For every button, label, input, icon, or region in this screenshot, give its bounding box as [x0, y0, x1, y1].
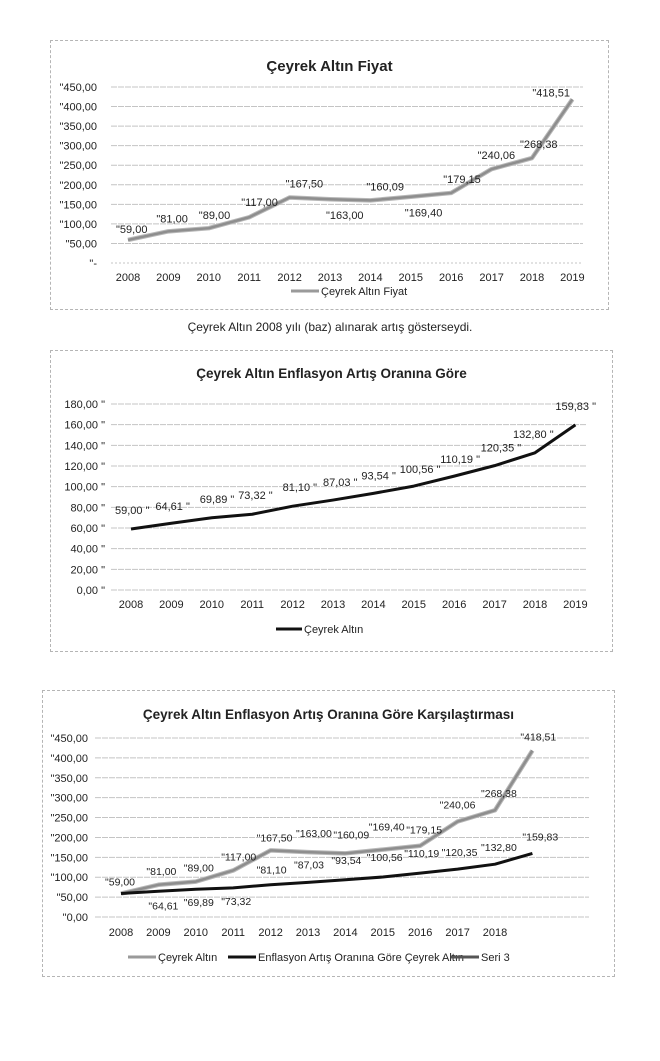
- y-tick-label: "450,00: [59, 82, 97, 94]
- legend-label: Çeyrek Altın Fiyat: [321, 286, 408, 298]
- data-label: "167,50: [285, 178, 324, 191]
- series-line-outer: [121, 751, 532, 894]
- data-label: "100,56: [366, 851, 403, 864]
- data-label: 81,10 ": [282, 482, 318, 495]
- data-label: "73,32: [221, 895, 252, 908]
- x-tick-label: 2011: [240, 599, 265, 611]
- x-tick-label: 2014: [358, 272, 383, 284]
- data-label: "240,06: [477, 150, 516, 163]
- data-label: "160,09: [333, 829, 370, 842]
- y-tick-label: 20,00 ": [70, 564, 105, 577]
- x-tick-label: 2019: [563, 599, 588, 611]
- y-tick-label: "100,00: [50, 872, 88, 885]
- data-label: "169,40: [404, 207, 443, 220]
- y-tick-label: "450,00: [50, 733, 88, 745]
- legend-label: Enflasyon Artış Oranına Göre Çeyrek Altın: [258, 952, 465, 964]
- y-tick-label: 80,00 ": [70, 502, 105, 515]
- data-label: "418,51: [532, 87, 570, 100]
- data-label: 59,00 ": [115, 505, 150, 518]
- y-tick-label: "150,00: [50, 852, 88, 865]
- x-tick-label: 2014: [333, 927, 358, 939]
- data-label: "89,00: [198, 210, 231, 223]
- y-tick-label: "100,00: [59, 218, 97, 231]
- data-label: "159,83: [522, 831, 559, 844]
- x-tick-label: 2018: [482, 927, 508, 939]
- legend-label: Seri 3: [481, 952, 510, 964]
- data-label: "167,50: [256, 832, 293, 845]
- x-tick-label: 2011: [221, 927, 246, 939]
- x-tick-label: 2018: [522, 599, 548, 611]
- x-tick-label: 2010: [196, 272, 222, 284]
- data-label: "81,00: [146, 865, 177, 878]
- chart-title: Çeyrek Altın Enflasyon Artış Oranına Göre Karşılaştırması: [142, 707, 515, 722]
- x-tick-label: 2019: [560, 272, 585, 284]
- data-label: "169,40: [368, 821, 405, 834]
- y-tick-label: "400,00: [59, 101, 97, 114]
- legend-label: Çeyrek Altın: [304, 624, 364, 636]
- series-line: [121, 853, 532, 893]
- y-tick-label: 0,00 ": [76, 585, 105, 597]
- x-tick-label: 2015: [398, 272, 424, 284]
- legend-label: Çeyrek Altın: [158, 952, 218, 964]
- caption-text: Çeyrek Altın 2008 yılı (baz) alınarak artış gösterseydi.: [187, 320, 473, 334]
- data-label: "117,00: [241, 197, 278, 210]
- y-tick-label: 120,00 ": [64, 461, 105, 473]
- y-tick-label: 60,00 ": [70, 523, 105, 535]
- data-label: 73,32 ": [238, 490, 273, 503]
- data-label: "117,00: [221, 851, 257, 864]
- y-tick-label: 40,00 ": [70, 543, 105, 556]
- series-line: [121, 751, 532, 894]
- data-label: 159,83 ": [555, 400, 597, 413]
- data-label: "110,19: [404, 848, 440, 861]
- data-label: "87,03: [294, 859, 325, 872]
- x-tick-label: 2010: [183, 927, 209, 939]
- y-tick-label: "350,00: [59, 121, 97, 134]
- x-tick-label: 2017: [482, 599, 507, 611]
- data-label: 100,56 ": [399, 464, 441, 477]
- data-label: "89,00: [183, 862, 214, 875]
- data-label: 93,54 ": [361, 470, 396, 483]
- chart-karsilastirma: [42, 690, 615, 977]
- x-tick-label: 2014: [361, 599, 386, 611]
- data-label: "163,00: [296, 828, 332, 841]
- data-label: "59,00: [105, 876, 136, 889]
- data-label: "59,00: [116, 223, 148, 236]
- data-label: "64,61: [148, 900, 179, 913]
- x-tick-label: 2008: [118, 599, 144, 611]
- y-tick-label: "50,00: [56, 892, 88, 905]
- y-tick-label: 160,00 ": [64, 419, 105, 432]
- data-label: "132,80: [481, 842, 517, 855]
- y-tick-label: "50,00: [65, 238, 97, 251]
- chart-enflasyon-artis: [50, 350, 613, 652]
- data-label: 120,35 ": [480, 442, 522, 455]
- data-label: "179,15: [443, 173, 481, 186]
- chart-1-svg: [51, 41, 608, 309]
- x-tick-label: 2013: [295, 927, 321, 939]
- x-tick-label: 2012: [277, 272, 302, 284]
- data-label: "268,38: [520, 139, 558, 152]
- x-tick-label: 2017: [479, 272, 504, 284]
- x-tick-label: 2012: [258, 927, 283, 939]
- x-tick-label: 2013: [317, 272, 343, 284]
- x-tick-label: 2015: [401, 599, 427, 611]
- x-tick-label: 2016: [441, 599, 467, 611]
- x-tick-label: 2009: [156, 272, 181, 284]
- chart-2-svg: [51, 351, 612, 651]
- y-tick-label: "0,00: [62, 912, 88, 924]
- chart-title: Çeyrek Altın Fiyat: [266, 58, 393, 75]
- y-tick-label: "300,00: [59, 140, 97, 153]
- x-tick-label: 2008: [108, 927, 134, 939]
- x-tick-label: 2010: [199, 599, 225, 611]
- data-label: "81,10: [256, 864, 287, 877]
- data-label: 87,03 ": [323, 477, 358, 490]
- x-tick-label: 2013: [320, 599, 346, 611]
- data-label: "120,35: [441, 847, 478, 860]
- x-tick-label: 2017: [445, 927, 470, 939]
- y-tick-label: 180,00 ": [64, 399, 105, 411]
- y-tick-label: "250,00: [59, 160, 97, 173]
- y-tick-label: "350,00: [50, 772, 88, 785]
- y-tick-label: 100,00 ": [64, 481, 105, 494]
- data-label: "69,89: [183, 897, 214, 910]
- chart-title: Çeyrek Altın Enflasyon Artış Oranına Göre: [196, 366, 467, 381]
- y-tick-label: "300,00: [50, 792, 88, 805]
- data-label: "240,06: [439, 799, 476, 812]
- y-tick-label: 140,00 ": [64, 440, 105, 453]
- data-label: 110,19 ": [440, 454, 480, 467]
- data-label: 69,89 ": [199, 493, 235, 506]
- data-label: "179,15: [406, 824, 443, 837]
- data-label: "163,00: [326, 210, 364, 223]
- y-tick-label: "200,00: [59, 179, 97, 192]
- x-tick-label: 2009: [159, 599, 184, 611]
- data-label: 64,61 ": [155, 501, 190, 514]
- y-tick-label: "-: [89, 258, 97, 270]
- data-label: "93,54: [331, 854, 362, 867]
- data-label: 132,80 ": [513, 428, 554, 441]
- y-tick-label: "250,00: [50, 812, 88, 825]
- y-tick-label: "150,00: [59, 199, 97, 212]
- x-tick-label: 2011: [237, 272, 262, 284]
- y-tick-label: "200,00: [50, 832, 88, 845]
- data-label: "160,09: [366, 181, 404, 194]
- data-label: "418,51: [520, 731, 557, 744]
- x-tick-label: 2009: [146, 927, 171, 939]
- x-tick-label: 2018: [519, 272, 545, 284]
- x-tick-label: 2015: [370, 927, 396, 939]
- x-tick-label: 2016: [438, 272, 464, 284]
- x-tick-label: 2016: [407, 927, 433, 939]
- data-label: "268,38: [481, 788, 517, 801]
- x-tick-label: 2008: [115, 272, 141, 284]
- data-label: "81,00: [156, 213, 188, 226]
- x-tick-label: 2012: [280, 599, 305, 611]
- chart-3-svg: [43, 691, 614, 976]
- chart-ceyrek-altin-fiyat: [50, 40, 609, 310]
- y-tick-label: "400,00: [50, 752, 88, 765]
